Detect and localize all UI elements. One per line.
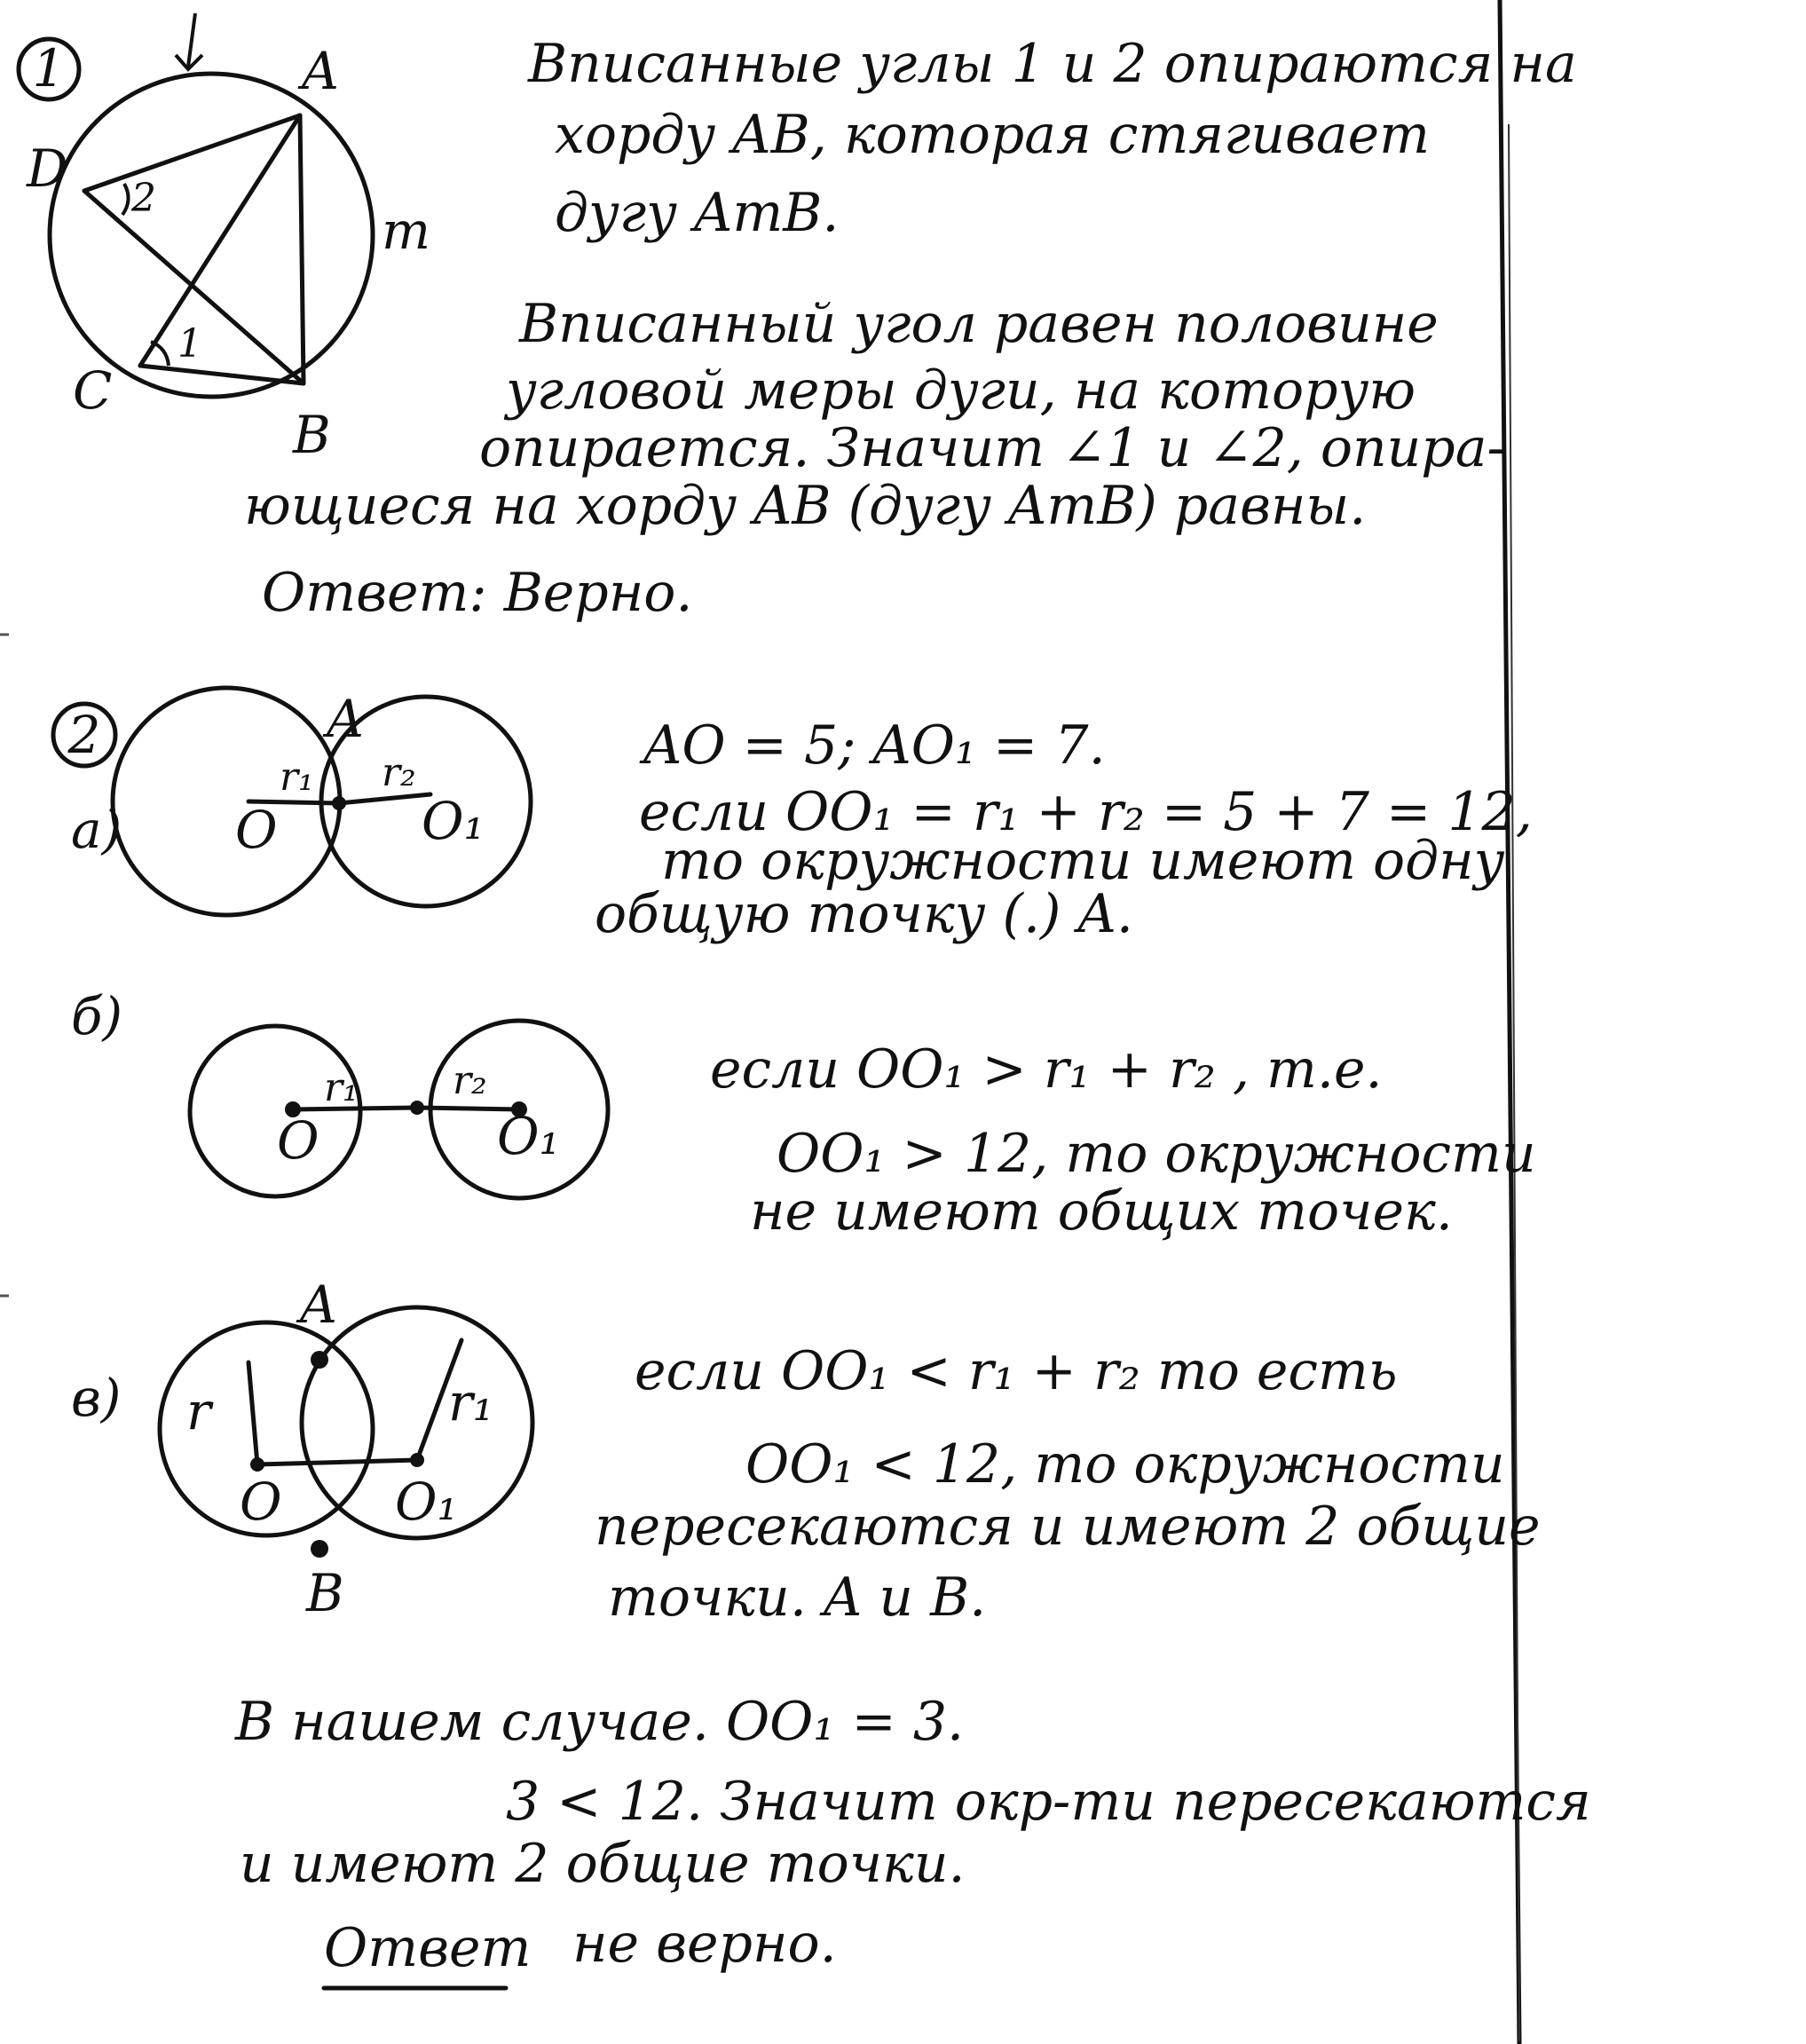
svg-text:O: O <box>235 800 278 860</box>
case-a-text <box>595 781 1533 945</box>
chord-DA <box>84 115 300 191</box>
svg-text:общую точку (.) A.: общую точку (.) A. <box>595 883 1133 945</box>
svg-text:хорду AB, которая стягивает: хорду AB, которая стягивает <box>555 104 1431 166</box>
svg-text:1: 1 <box>32 38 66 99</box>
svg-text:r₁: r₁ <box>280 754 314 800</box>
svg-text:r₁: r₁ <box>324 1065 359 1110</box>
chord-CB <box>140 366 304 383</box>
svg-text:ющиеся на хорду AB (дугу AmB): ющиеся на хорду AB (дугу AmB) равны. <box>244 475 1367 537</box>
chord-CA <box>140 115 300 366</box>
svg-text:если OO₁ = r₁ + r₂ = 5 + 7 = 1: если OO₁ = r₁ + r₂ = 5 + 7 = 12, <box>639 781 1533 843</box>
svg-text:точки. A и B.: точки. A и B. <box>608 1567 987 1629</box>
svg-text:O₁: O₁ <box>422 791 485 851</box>
svg-text:OO₁ > 12, то окружности: OO₁ > 12, то окружности <box>777 1123 1536 1185</box>
svg-text:m: m <box>382 201 430 261</box>
svg-text:Вписанные углы 1 и 2 опираются: Вписанные углы 1 и 2 опираются на <box>528 33 1577 95</box>
case-b-text <box>710 1038 1536 1243</box>
svg-text:Вписанный угол равен половине: Вписанный угол равен половине <box>519 293 1439 355</box>
svg-text:D: D <box>27 138 68 199</box>
conclusion-text <box>234 1691 1591 1895</box>
svg-text:A: A <box>302 41 339 101</box>
svg-text:то окружности имеют одну: то окружности имеют одну <box>661 830 1505 892</box>
case-c-diagram <box>71 1275 532 1623</box>
svg-text:опирается. Значит ∠1 и ∠2, опи: опирается. Значит ∠1 и ∠2, опира- <box>479 417 1505 479</box>
svg-text:а): а) <box>71 800 122 860</box>
pointer-arrow <box>176 13 202 69</box>
svg-text:Ответ: Ответ <box>324 1917 532 1979</box>
case-b-diagram <box>71 986 608 1198</box>
circle <box>50 74 373 397</box>
svg-text:если OO₁ < r₁ + r₂ то есть: если OO₁ < r₁ + r₂ то есть <box>635 1340 1398 1402</box>
svg-text:не верно.: не верно. <box>572 1913 837 1975</box>
svg-text:б): б) <box>71 986 123 1046</box>
problem-2-number <box>53 704 115 766</box>
angle-2-arc <box>122 184 129 215</box>
svg-text:O₁: O₁ <box>497 1106 560 1166</box>
problem-1-text <box>244 33 1577 624</box>
case-c-text <box>595 1340 1541 1629</box>
svg-text:В нашем случае. OO₁ = 3.: В нашем случае. OO₁ = 3. <box>235 1691 965 1753</box>
svg-text:r₂: r₂ <box>382 750 416 795</box>
svg-text:B: B <box>306 1563 344 1623</box>
svg-text:Ответ: Верно.: Ответ: Верно. <box>262 562 693 624</box>
svg-text:B: B <box>293 405 331 465</box>
svg-text:A: A <box>300 1275 337 1335</box>
svg-text:A: A <box>327 689 364 749</box>
final-answer <box>324 1913 837 1988</box>
svg-text:OO₁ < 12, то окружности: OO₁ < 12, то окружности <box>745 1433 1505 1496</box>
svg-text:не имеют общих точек.: не имеют общих точек. <box>750 1180 1453 1243</box>
svg-text:3 < 12. Значит окр-ти пересека: 3 < 12. Значит окр-ти пересекаются <box>506 1771 1591 1833</box>
svg-text:r₁: r₁ <box>448 1372 493 1432</box>
svg-text:и имеют 2 общие точки.: и имеют 2 общие точки. <box>240 1833 966 1895</box>
svg-text:O: O <box>277 1110 319 1171</box>
svg-text:в): в) <box>71 1368 122 1428</box>
svg-text:если OO₁ > r₁ + r₂ , т.е.: если OO₁ > r₁ + r₂ , т.е. <box>710 1038 1383 1101</box>
svg-text:r₂: r₂ <box>453 1058 487 1103</box>
svg-text:C: C <box>73 360 113 421</box>
svg-text:r: r <box>186 1381 211 1441</box>
svg-text:пересекаются и имеют 2 общие: пересекаются и имеют 2 общие <box>595 1496 1541 1558</box>
chord-AB <box>300 115 304 383</box>
problem-1-diagram <box>26 13 430 465</box>
svg-text:O₁: O₁ <box>395 1472 458 1532</box>
svg-text:дугу AmB.: дугу AmB. <box>555 182 840 244</box>
svg-text:1: 1 <box>177 321 202 367</box>
case-a-diagram <box>71 688 531 915</box>
svg-text:угловой меры дуги, на которую: угловой меры дуги, на которую <box>506 359 1416 422</box>
svg-text:2: 2 <box>67 705 101 765</box>
problem-1-number <box>19 38 79 99</box>
svg-text:2: 2 <box>131 176 156 221</box>
given-values: AO = 5; AO₁ = 7. <box>643 714 1106 777</box>
svg-text:O: O <box>240 1472 282 1532</box>
